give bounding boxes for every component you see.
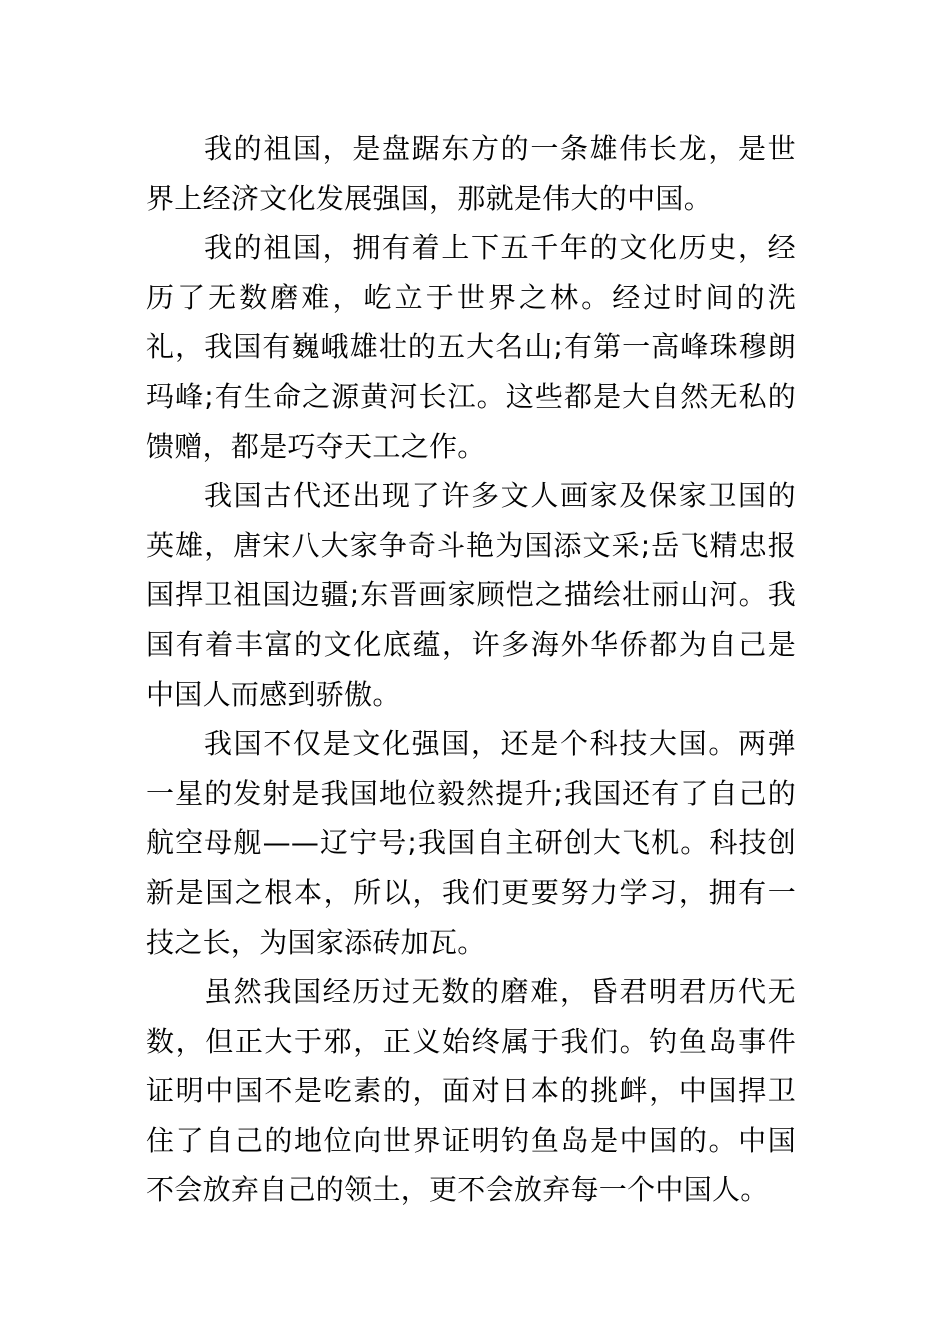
paragraph-1: 我的祖国，是盘踞东方的一条雄伟长龙，是世界上经济文化发展强国，那就是伟大的中国。 [146, 132, 796, 215]
paragraph-2: 我的祖国，拥有着上下五千年的文化历史，经历了无数磨难，屹立于世界之林。经过时间的洗礼，我国有巍峨雄壮的五大名山;有第一高峰珠穆朗玛峰;有生命之源黄河长江。这些都是大自然无私的馈赠，都是巧夺天工之作。 [146, 231, 796, 463]
paragraph-5: 虽然我国经历过无数的磨难，昏君明君历代无数，但正大于邪，正义始终属于我们。钓鱼岛事件证明中国不是吃素的，面对日本的挑衅，中国捍卫住了自己的地位向世界证明钓鱼岛是中国的。中国不会放弃自己的领土，更不会放弃每一个中国人。 [146, 975, 796, 1207]
essay-body [146, 124, 796, 1215]
paragraph-3: 我国古代还出现了许多文人画家及保家卫国的英雄，唐宋八大家争奇斗艳为国添文采;岳飞精忠报国捍卫祖国边疆;东晋画家顾恺之描绘壮丽山河。我国有着丰富的文化底蕴，许多海外华侨都为自己是中国人而感到骄傲。 [146, 479, 796, 711]
paragraph-4: 我国不仅是文化强国，还是个科技大国。两弹一星的发射是我国地位毅然提升;我国还有了自己的航空母舰——辽宁号;我国自主研创大飞机。科技创新是国之根本，所以，我们更要努力学习，拥有一技之长，为国家添砖加瓦。 [146, 727, 796, 959]
